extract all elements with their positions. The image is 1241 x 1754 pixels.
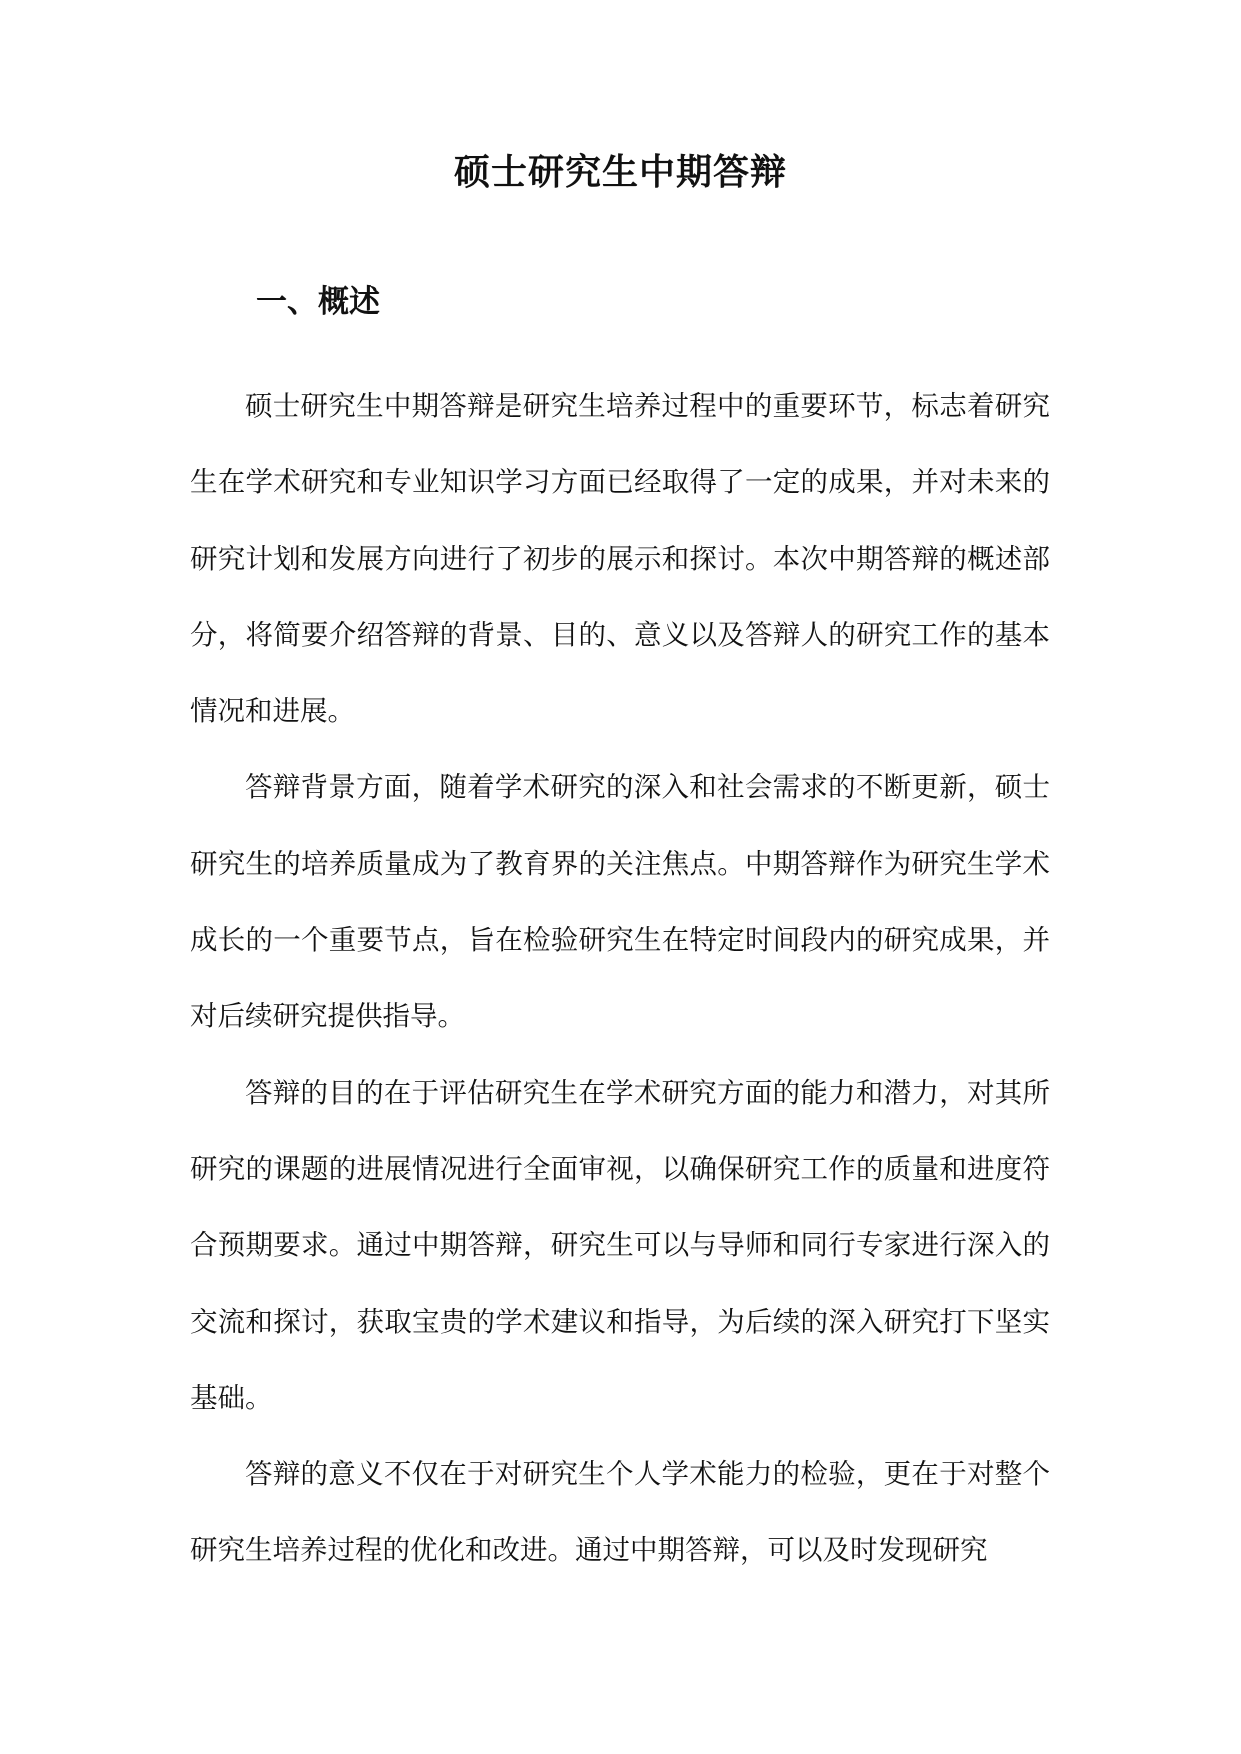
document-title: 硕士研究生中期答辩 bbox=[453, 151, 787, 193]
paragraph: 答辩的意义不仅在于对研究生个人学术能力的检验，更在于对整个研究生培养过程的优化和改进。通过中期答辩，可以及时发现研究 bbox=[190, 1458, 1050, 1567]
paragraph: 硕士研究生中期答辩是研究生培养过程中的重要环节，标志着研究生在学术研究和专业知识学习方面已经取得了一定的成果，并对未来的研究计划和发展方向进行了初步的展示和探讨。本次中期答辩的概述部分，将简要介绍答辩的背景、目的、意义以及答辩人的研究工作的基本情况和进展。 bbox=[190, 390, 1050, 728]
document-body bbox=[190, 368, 1050, 1589]
paragraph: 答辩背景方面，随着学术研究的深入和社会需求的不断更新，硕士研究生的培养质量成为了教育界的关注焦点。中期答辩作为研究生学术成长的一个重要节点，旨在检验研究生在特定时间段内的研究成果，并对后续研究提供指导。 bbox=[190, 771, 1050, 1033]
section-heading: 一、概述 bbox=[256, 284, 380, 320]
paragraph: 答辩的目的在于评估研究生在学术研究方面的能力和潜力，对其所研究的课题的进展情况进行全面审视，以确保研究工作的质量和进度符合预期要求。通过中期答辩，研究生可以与导师和同行专家进行深入的交流和探讨，获取宝贵的学术建议和指导，为后续的深入研究打下坚实基础。 bbox=[190, 1076, 1050, 1414]
